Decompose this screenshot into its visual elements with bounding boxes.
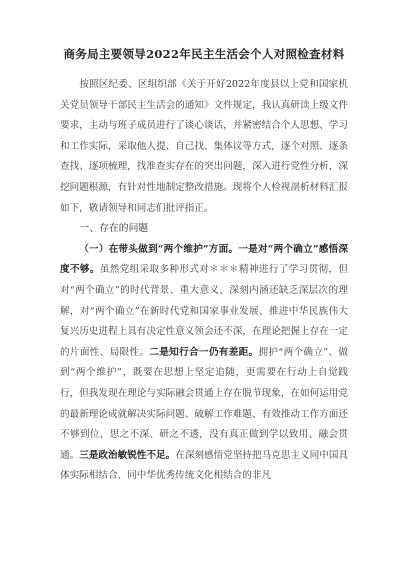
subsection-lead-bold: （一）在带头做到“两个维护”方面。一是对“两个确立”感悟深度不够。	[60, 243, 348, 276]
body-text-3: 在深刻感悟党坚持把马克思主义同中国具体实际相结合、同中华优秀传统文化相结合的非凡	[60, 449, 349, 482]
document-title: 商务局主要领导2022年民主生活会个人对照检查材料	[63, 47, 345, 61]
point-two-bold: 二是知行合一仍有差距。	[149, 346, 259, 358]
body-text-2: 拥护“两个确立”、做到“两个维护”，既要在思想上坚定追随，更需要在行动上自觉践行，但我发现在理论与实际融会贯通上存在脱节现象，在如何运用党的最新理论成就解决实际问题、破解工作难题、有效推动工作方面还不够到位，思之不深、研之不透，没有真正做到学以致用、融会贯通。	[60, 346, 349, 461]
point-three-bold: 三是政治敏锐性不足。	[79, 449, 176, 461]
section-heading-problems: 一、存在的问题	[79, 223, 149, 235]
intro-paragraph: 按照区纪委、区组织部《关于开好2022年度县以上党和国家机关党员领导干部民主生活会的通知》文件规定，我认真研读上级文件要求，主动与班子成员进行了谈心谈话，并紧密结合个人思想、学习和工作实际，采取他人提、自己找、集体议等方式，逐个对照、逐条查找、逐项梳理，找准查实存在的突出问题，深入进行党性分析，深挖问题根源，有针对性地制定整改措施。现将个人检视剖析材料汇报如下，敬请领导和同志们批评指正。	[60, 79, 348, 214]
body-paragraph-two-safeguards	[60, 240, 348, 487]
body-text-1: 虽然党组采取多种形式对＊＊＊精神进行了学习贯彻，但对“两个确立”的时代背景、重大意义、深刻内涵还缺乏深层次的理解，对“两个确立”在新时代党和国家事业发展、推进中华民族伟大复兴历史进程上具有决定性意义领会还不深，在理论把握上存在一定的片面性、局限性。	[60, 264, 349, 358]
